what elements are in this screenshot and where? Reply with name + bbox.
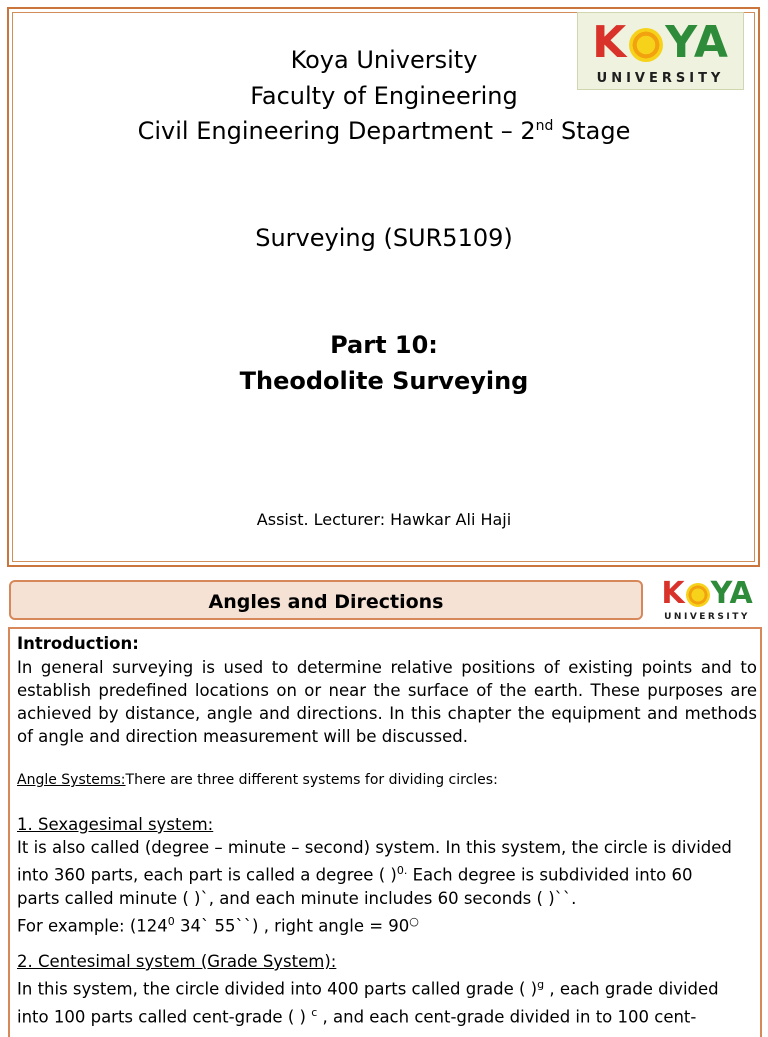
intro-paragraph: In general surveying is used to determine relative positions of existing points and to establish predefined locations on or near the surface of the earth. These purposes are achieved by distance, angle and directions. In this chapter the equipment and methods of angle and direction measurement will be discussed. [17,658,757,746]
sexagesimal-line-2-text-b: Each degree is subdivided into 60 [407,865,693,885]
sexagesimal-line-2 [17,859,757,887]
logo-letter-y: Y [665,17,694,68]
angle-systems-text: There are three different systems for dividing circles: [125,772,498,788]
degree-superscript: 0. [396,864,408,877]
sexagesimal-line-2-text-a: into 360 parts, each part is called a degree ( ) [17,865,397,885]
logo-sun-icon [686,583,710,607]
course-title: Surveying (SUR5109) [255,224,513,252]
sexagesimal-line-4 [17,910,757,938]
department-name [0,117,768,145]
department-prefix: Civil Engineering Department – 2 [137,117,536,145]
example-text-a: For example: (124 [17,916,168,935]
example-degree-superscript: 0 [167,914,175,928]
logo-letter-a: A [693,17,729,68]
slide-heading: Angles and Directions [208,591,444,613]
logo-word: UNIVERSITY [596,71,725,86]
centesimal-line-2-text-a: into 100 parts called cent-grade ( ) [17,1007,312,1026]
centesimal-line-1 [17,973,757,1001]
logo-letter-a: A [729,576,753,611]
centesimal-heading: 2. Centesimal system (Grade System): [17,952,337,971]
right-angle-degree-symbol: ○ [409,914,419,928]
grade-superscript: g [537,978,545,991]
lecturer-name: Assist. Lecturer: Hawkar Ali Haji [256,510,512,529]
centesimal-line-1-text-a: In this system, the circle divided into 400 parts called grade ( ) [17,979,538,999]
logo-letter-y: Y [710,576,730,611]
koya-university-logo-small [652,576,762,626]
centesimal-line-1-text-b: , each grade divided [544,979,719,999]
sexagesimal-heading: 1. Sexagesimal system: [17,815,214,834]
angle-systems-label: Angle Systems: [17,772,126,788]
logo-word-small: UNIVERSITY [664,612,750,622]
intro-heading: Introduction: [17,634,139,653]
logo-letter-k: K [661,576,685,611]
logo-letters-small [652,578,762,610]
centesimal-line-2-text-b: , and each cent-grade divided in to 100 cent- [317,1007,697,1026]
department-ordinal: nd [535,118,554,134]
university-name: Koya University [290,46,478,74]
sexagesimal-line-3: parts called minute ( )`, and each minute includes 60 seconds ( )``. [17,888,577,908]
sexagesimal-paragraph [17,836,757,937]
example-text-b: 34` 55``) , right angle = 90 [174,916,410,935]
angle-systems-line [17,770,757,790]
content-slide-header [9,580,643,620]
cent-grade-superscript: c [311,1005,318,1019]
department-suffix: Stage [553,117,631,145]
logo-letter-k: K [592,17,628,68]
part-number: Part 10: [330,331,438,359]
part-title: Theodolite Surveying [239,367,529,395]
faculty-name: Faculty of Engineering [250,82,518,110]
sexagesimal-line-1: It is also called (degree – minute – second) system. In this system, the circle is divided [17,838,732,857]
centesimal-paragraph [17,973,757,1028]
